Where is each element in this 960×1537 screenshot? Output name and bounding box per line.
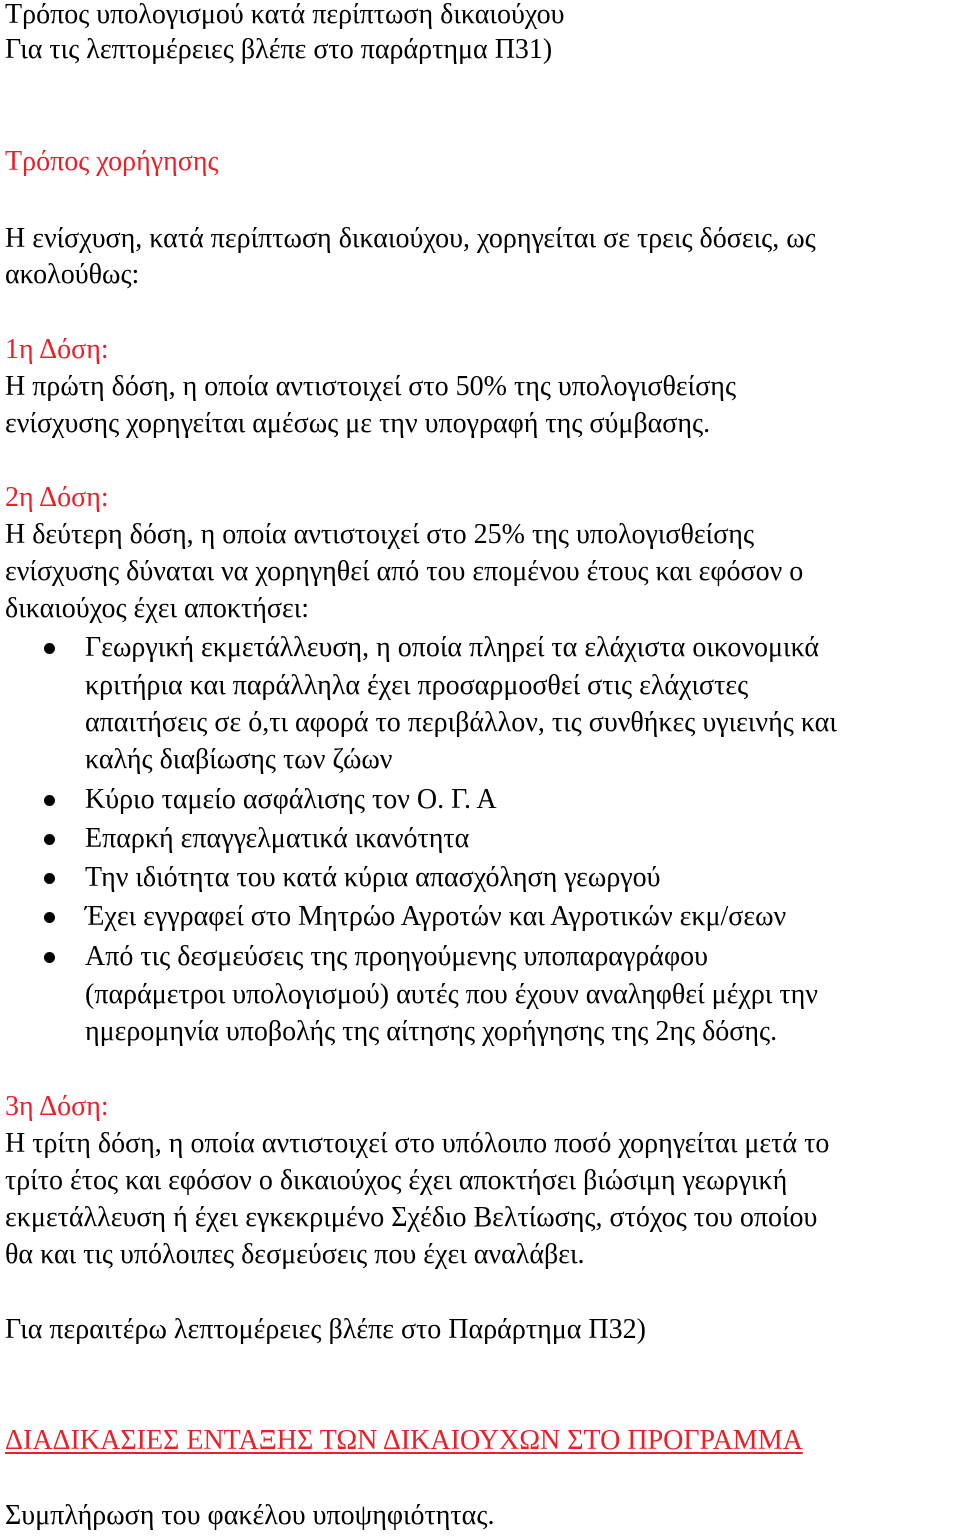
procedures-heading: ΔΙΑΔΙΚΑΣΙΕΣ ΕΝΤΑΞΗΣ ΤΩΝ ΔΙΚΑΙΟΥΧΩΝ ΣΤΟ ΠΡΟΓΡΑΜΜΑ [5, 1425, 803, 1456]
requirement-1-line-3: απαιτήσεις σε ό,τι αφορά το περιβάλλον, τις συνθήκες υγιεινής και [85, 707, 837, 738]
grant-intro-line-2: ακολούθως: [5, 259, 140, 290]
requirement-6-line-2: (παράμετροι υπολογισμού) αυτές που έχουν αναληφθεί μέχρι την [85, 979, 818, 1010]
bullet-icon [44, 643, 55, 654]
requirement-6-line-3: ημερομηνία υποβολής της αίτησης χορήγησης της 2ης δόσης. [85, 1016, 778, 1047]
dose-3-line-3: εκμετάλλευση ή έχει εγκεκριμένο Σχέδιο Βελτίωσης, στόχος του οποίου [5, 1202, 818, 1233]
dose-1-line-2: ενίσχυσης χορηγείται αμέσως με την υπογραφή της σύμβασης. [5, 408, 711, 439]
further-details-reference: Για περαιτέρω λεπτομέρειες βλέπε στο Παράρτημα Π32) [5, 1314, 646, 1345]
dose-2-line-1: Η δεύτερη δόση, η οποία αντιστοιχεί στο 25% της υπολογισθείσης [5, 519, 755, 550]
bullet-icon [44, 834, 55, 845]
requirement-3: Επαρκή επαγγελματικά ικανότητα [85, 823, 470, 854]
dose-2-line-3: δικαιούχος έχει αποκτήσει: [5, 593, 310, 624]
grant-method-heading: Τρόπος χορήγησης [5, 146, 219, 177]
application-completion-line: Συμπλήρωση του φακέλου υποψηφιότητας. [5, 1500, 495, 1531]
dose-2-heading: 2η Δόση: [5, 482, 109, 513]
bullet-icon [44, 912, 55, 923]
requirement-2: Κύριο ταμείο ασφάλισης τον Ο. Γ. Α [85, 784, 497, 815]
requirement-1-line-4: καλής διαβίωσης των ζώων [85, 744, 393, 775]
dose-3-heading: 3η Δόση: [5, 1091, 109, 1122]
bullet-icon [44, 952, 55, 963]
requirement-6-line-1: Από τις δεσμεύσεις της προηγούμενης υποπαραγράφου [85, 941, 708, 972]
bullet-icon [44, 795, 55, 806]
dose-3-line-1: Η τρίτη δόση, η οποία αντιστοιχεί στο υπόλοιπο ποσό χορηγείται μετά το [5, 1128, 830, 1159]
dose-3-line-2: τρίτο έτος και εφόσον ο δικαιούχος έχει αποκτήσει βιώσιμη γεωργική [5, 1165, 788, 1196]
dose-1-line-1: Η πρώτη δόση, η οποία αντιστοιχεί στο 50% της υπολογισθείσης [5, 371, 737, 402]
requirement-5: Έχει εγγραφεί στο Μητρώο Αγροτών και Αγροτικών εκμ/σεων [85, 901, 787, 932]
dose-3-line-4: θα και τις υπόλοιπες δεσμεύσεις που έχει αναλάβει. [5, 1239, 585, 1270]
requirement-1-line-1: Γεωργική εκμετάλλευση, η οποία πληρεί τα ελάχιστα οικονομικά [85, 632, 820, 663]
dose-1-heading: 1η Δόση: [5, 334, 109, 365]
requirement-1-line-2: κριτήρια και παράλληλα έχει προσαρμοσθεί στις ελάχιστες [85, 670, 749, 701]
calc-appendix-reference: Για τις λεπτομέρειες βλέπε στο παράρτημα Π31) [5, 34, 553, 65]
dose-2-line-2: ενίσχυσης δύναται να χορηγηθεί από του επομένου έτους και εφόσον ο [5, 556, 804, 587]
requirement-4: Την ιδιότητα του κατά κύρια απασχόληση γεωργού [85, 862, 661, 893]
calc-method-line: Τρόπος υπολογισμού κατά περίπτωση δικαιούχου [5, 0, 565, 30]
grant-intro-line-1: Η ενίσχυση, κατά περίπτωση δικαιούχου, χορηγείται σε τρεις δόσεις, ως [5, 223, 816, 254]
bullet-icon [44, 873, 55, 884]
